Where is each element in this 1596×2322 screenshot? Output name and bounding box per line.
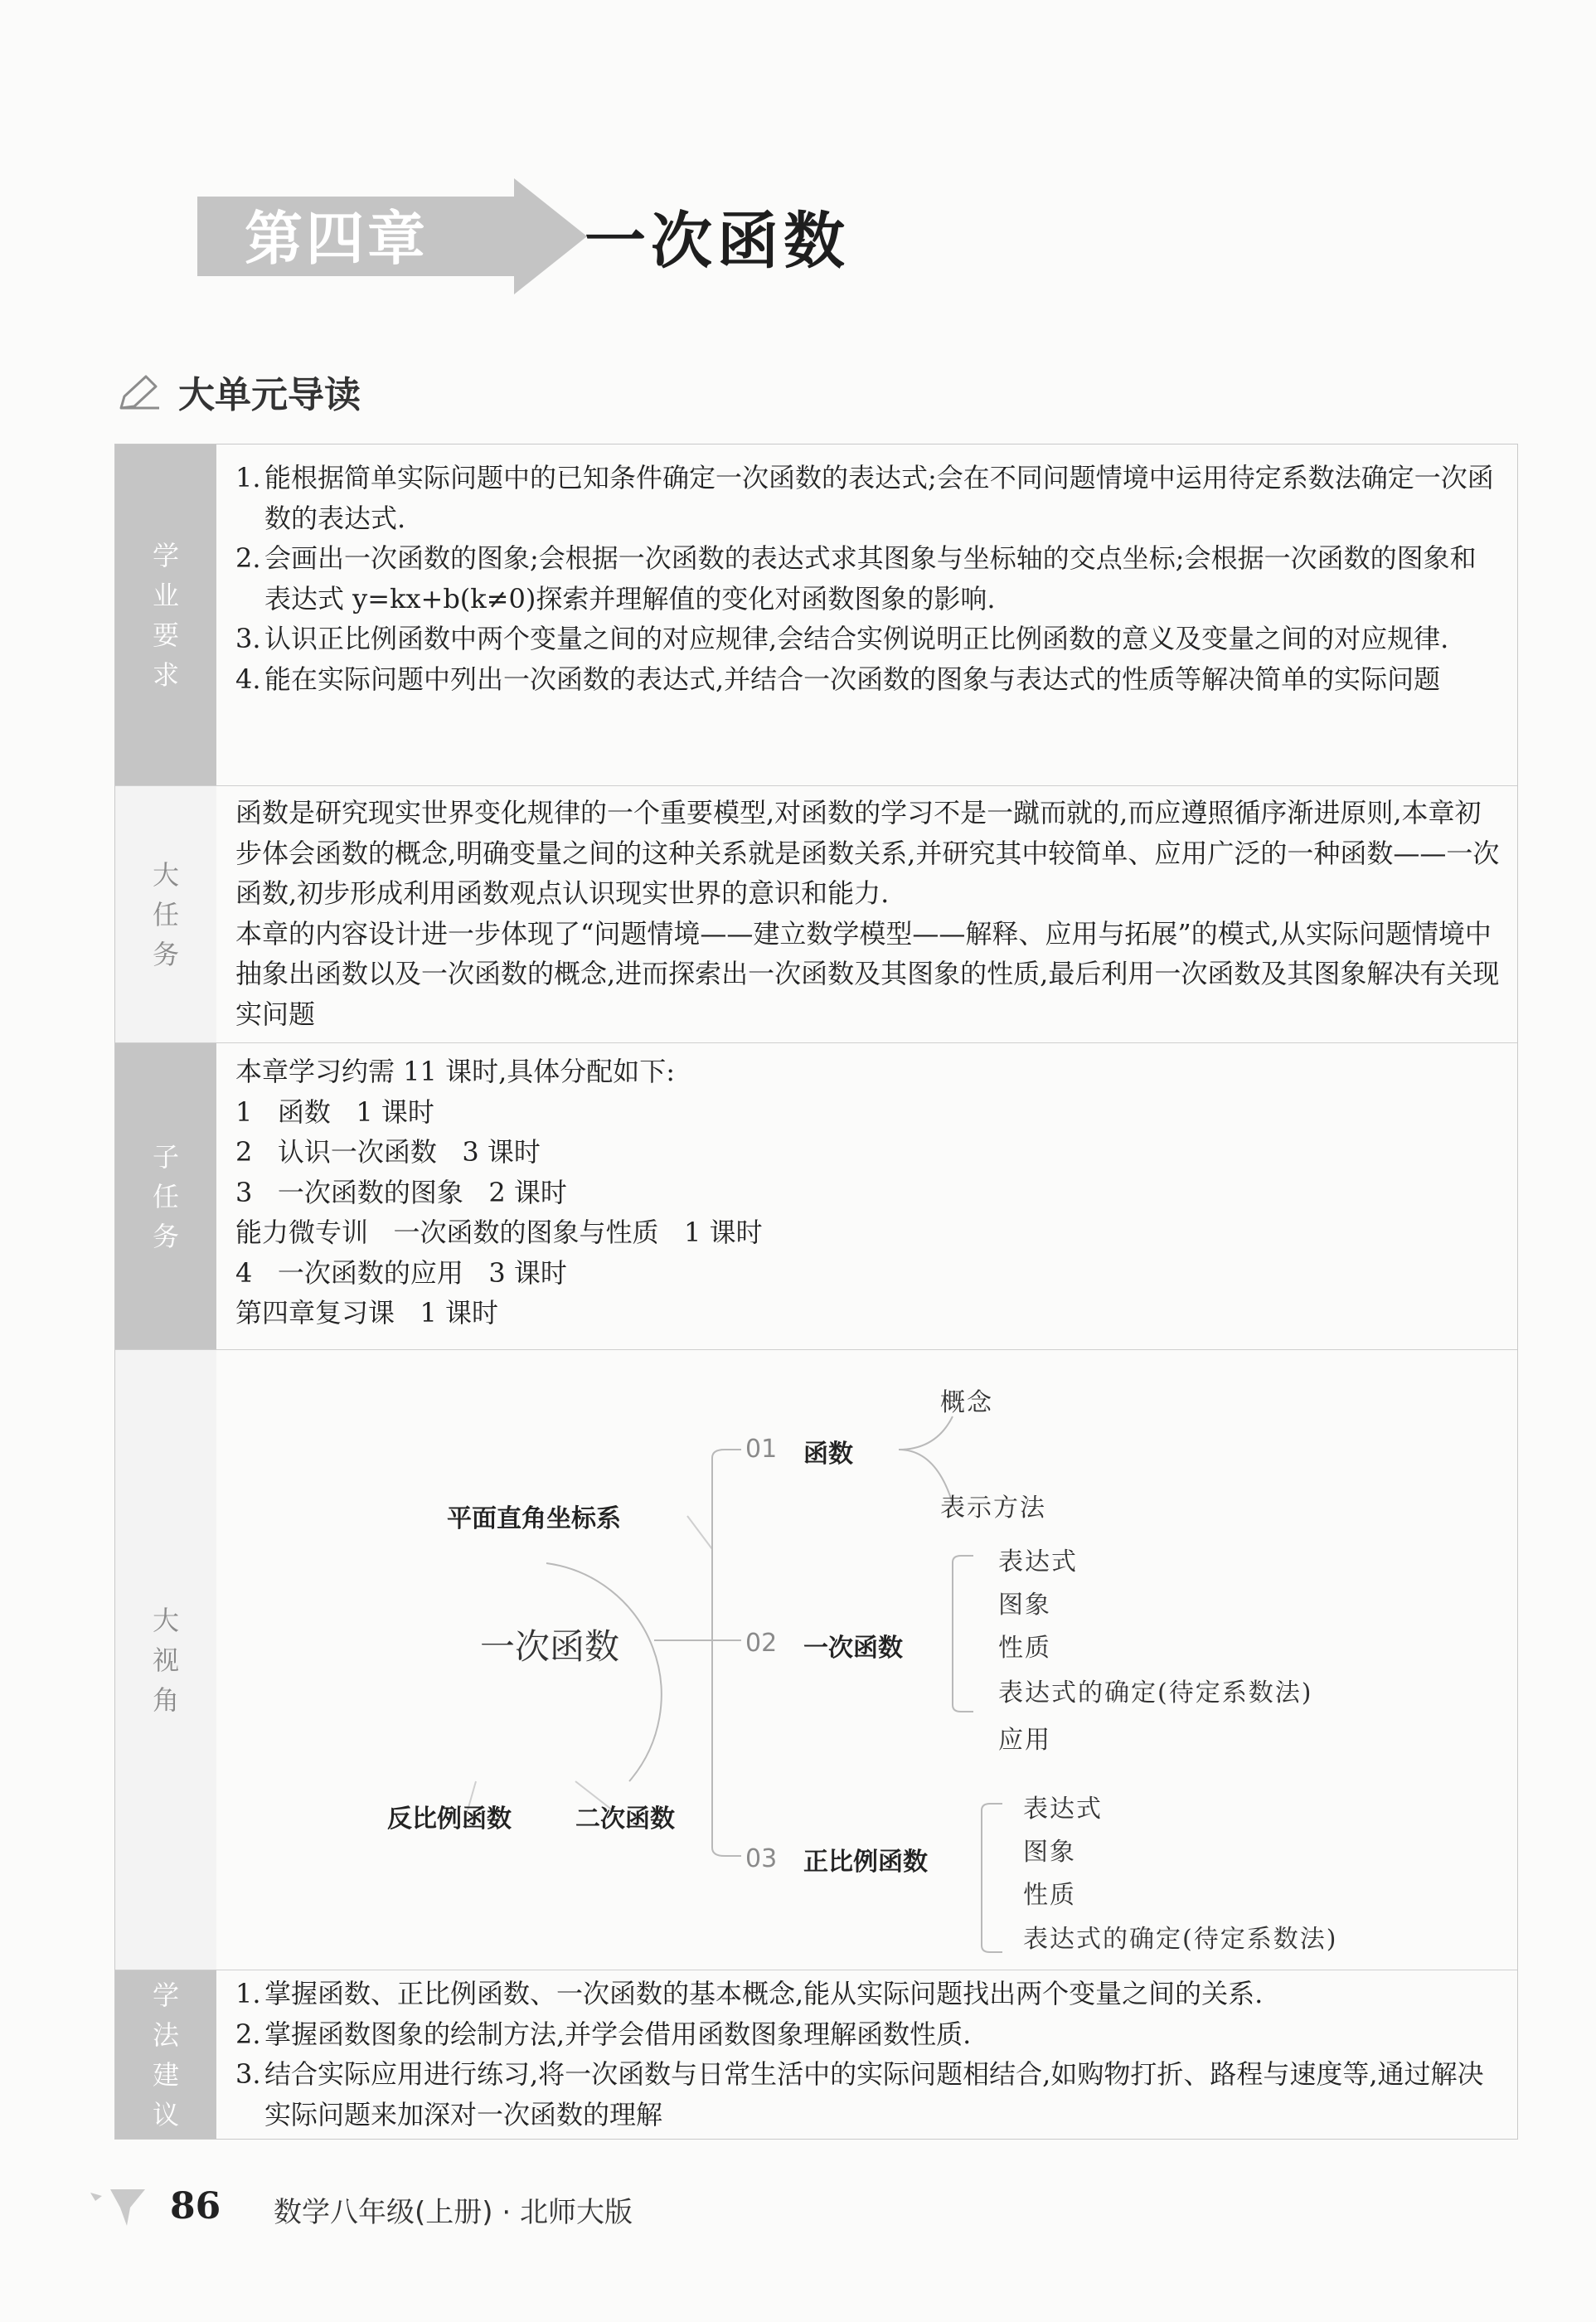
branch-leaf: 表达式的确定(待定系数法) xyxy=(998,1678,1313,1707)
branch-leaf: 图象 xyxy=(998,1591,1051,1620)
paragraph: 本章的内容设计进一步体现了“问题情境——建立数学模型——解释、应用与拓展”的模式,从实际问题情境中抽象出函数以及一次函数的概念,进而探索出一次函数及其图象的性质,最后利用一次函数及其图象解决有关现实问题 xyxy=(235,917,1500,1030)
branch-name: 函数 xyxy=(803,1440,853,1469)
branch-number: 02 xyxy=(745,1629,778,1658)
list-item: 4. 能在实际问题中列出一次函数的表达式,并结合一次函数的图象与表达式的性质等解决简单的实际问题 xyxy=(235,663,1441,695)
big-task-content xyxy=(235,793,1501,1034)
study-method-content xyxy=(235,1974,1501,2135)
row-label-study-method: 学 法 建 议 xyxy=(115,1970,216,2139)
row-big-task xyxy=(115,786,1517,1043)
mind-map-related-bottom-left: 反比例函数 xyxy=(387,1805,512,1834)
list-item: 2. 掌握函数图象的绘制方法,并学会借用函数图象理解函数性质. xyxy=(235,2018,972,2050)
list-item: 1. 掌握函数、正比例函数、一次函数的基本概念,能从实际问题找出两个变量之间的关系. xyxy=(235,1978,1264,2009)
schedule-line: 2 认识一次函数 3 课时 xyxy=(235,1136,541,1168)
branch-leaf: 表达式的确定(待定系数法) xyxy=(1023,1925,1338,1954)
branch-leaf: 概念 xyxy=(940,1388,993,1417)
row-perspective xyxy=(115,1350,1517,1970)
row-label-big-task: 大 任 务 xyxy=(115,786,216,1042)
branch-number: 01 xyxy=(745,1435,778,1464)
pencil-icon xyxy=(116,372,163,415)
row-sub-tasks xyxy=(115,1043,1517,1350)
mind-map-related-top: 平面直角坐标系 xyxy=(447,1504,621,1533)
page-number: 86 xyxy=(170,2185,221,2227)
schedule-line: 本章学习约需 11 课时,具体分配如下: xyxy=(235,1056,676,1087)
chapter-title: 一次函数 xyxy=(585,206,850,277)
schedule-line: 3 一次函数的图象 2 课时 xyxy=(235,1176,567,1208)
branch-name: 正比例函数 xyxy=(803,1848,928,1877)
schedule-line: 能力微专训 一次函数的图象与性质 1 课时 xyxy=(235,1217,763,1248)
row-label-sub-tasks: 子 任 务 xyxy=(115,1043,216,1349)
list-item: 1. 能根据简单实际问题中的已知条件确定一次函数的表达式;会在不同问题情境中运用待定系数法确定一次函数的表达式. xyxy=(235,462,1494,534)
branch-leaf: 图象 xyxy=(1023,1838,1076,1867)
branch-name: 一次函数 xyxy=(803,1634,903,1663)
requirements-content xyxy=(235,458,1501,699)
branch-number: 03 xyxy=(745,1844,778,1873)
mind-map-center: 一次函数 xyxy=(480,1626,620,1667)
paragraph: 函数是研究现实世界变化规律的一个重要模型,对函数的学习不是一蹴而就的,而应遵照循序渐进原则,本章初步体会函数的概念,明确变量之间的这种关系就是函数关系,并研究其中较简单、应用广泛的一种函数——一次函数,初步形成利用函数观点认识现实世界的意识和能力. xyxy=(235,797,1500,909)
book-title: 数学八年级(上册) · 北师大版 xyxy=(274,2196,633,2229)
guide-table xyxy=(114,444,1518,2140)
mind-map-related-bottom-right: 二次函数 xyxy=(575,1805,675,1834)
branch-leaf: 性质 xyxy=(998,1634,1051,1663)
chapter-label: 第四章 xyxy=(245,205,429,273)
row-requirements xyxy=(115,444,1517,786)
sub-tasks-content xyxy=(235,1052,1501,1333)
page-corner-icon xyxy=(87,2183,149,2228)
list-item: 3. 认识正比例函数中两个变量之间的对应规律,会结合实例说明正比例函数的意义及变量之间的对应规律. xyxy=(235,623,1449,654)
branch-leaf: 表示方法 xyxy=(940,1494,1046,1523)
schedule-line: 第四章复习课 1 课时 xyxy=(235,1297,499,1329)
schedule-line: 4 一次函数的应用 3 课时 xyxy=(235,1256,567,1289)
row-label-perspective: 大 视 角 xyxy=(115,1350,216,1970)
list-item: 3. 结合实际应用进行练习,将一次函数与日常生活中的实际问题相结合,如购物打折、路程与速度等,通过解决实际问题来加深对一次函数的理解 xyxy=(235,2058,1484,2130)
row-label-requirements: 学 业 要 求 xyxy=(115,444,216,785)
branch-leaf: 性质 xyxy=(1023,1881,1076,1910)
branch-leaf: 应用 xyxy=(998,1726,1051,1755)
branch-leaf: 表达式 xyxy=(1023,1795,1103,1824)
schedule-line: 1 函数 1 课时 xyxy=(235,1095,434,1128)
list-item: 2. 会画出一次函数的图象;会根据一次函数的表达式求其图象与坐标轴的交点坐标;会根据一次函数的图象和表达式 y=kx+b(k≠0)探索并理解值的变化对函数图象的影响. xyxy=(235,542,1477,615)
branch-leaf: 表达式 xyxy=(998,1547,1078,1576)
section-heading-text: 大单元导读 xyxy=(178,374,361,416)
row-study-method xyxy=(115,1970,1517,2139)
